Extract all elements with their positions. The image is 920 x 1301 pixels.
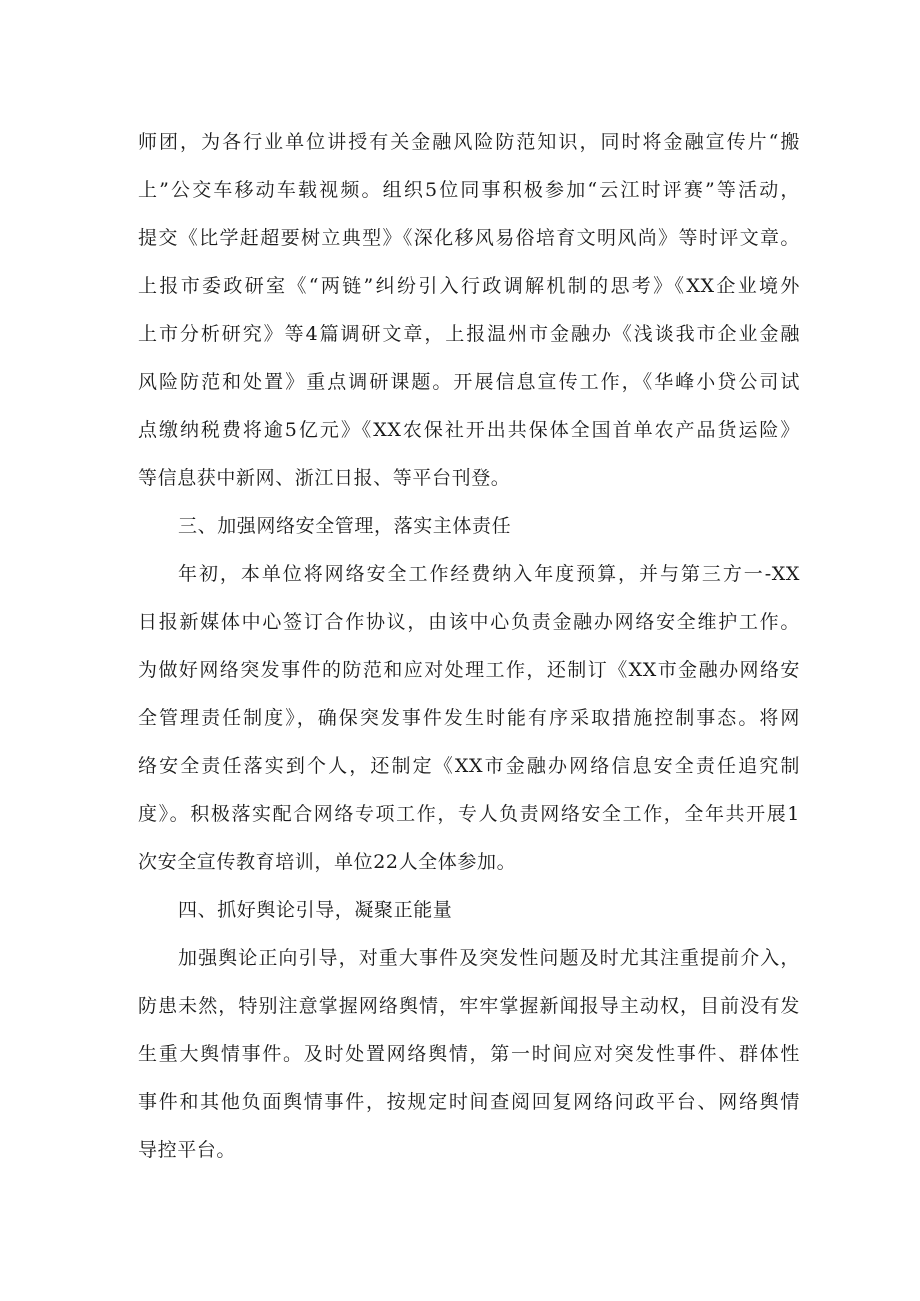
paragraph-line: 次安全宣传教育培训，单位22人全体参加。 <box>138 851 517 873</box>
paragraph-line: 等信息获中新网、浙江日报、等平台刊登。 <box>138 467 511 489</box>
paragraph-line: 师团，为各行业单位讲授有关金融风险防范知识，同时将金融宣传片“搬 <box>138 131 800 153</box>
paragraph-line: 提交《比学赶超要树立典型》《深化移风易俗培育文明风尚》等时评文章。 <box>138 227 800 249</box>
document-body <box>138 118 800 1174</box>
paragraph-line: 为做好网络突发事件的防范和应对处理工作，还制订《XX市金融办网络安 <box>138 659 800 681</box>
paragraph-line: 防患未然，特别注意掌握网络舆情，牢牢掌握新闻报导主动权，目前没有发 <box>138 995 800 1017</box>
paragraph-line: 络安全责任落实到个人，还制定《XX市金融办网络信息安全责任追究制 <box>138 755 800 777</box>
paragraph-line: 点缴纳税费将逾5亿元》《XX农保社开出共保体全国首单农产品货运险》 <box>138 419 800 441</box>
section-heading: 四、抓好舆论引导，凝聚正能量 <box>178 899 453 921</box>
paragraph-line: 事件和其他负面舆情事件，按规定时间查阅回复网络问政平台、网络舆情 <box>138 1091 800 1113</box>
paragraph-line: 日报新媒体中心签订合作协议，由该中心负责金融办网络安全维护工作。 <box>138 611 800 633</box>
paragraph-line: 上市分析研究》等4篇调研文章，上报温州市金融办《浅谈我市企业金融 <box>138 323 800 345</box>
paragraph-line: 上报市委政研室《“两链”纠纷引入行政调解机制的思考》《XX企业境外 <box>138 275 800 297</box>
paragraph-line: 全管理责任制度》，确保突发事件发生时能有序采取措施控制事态。将网 <box>138 707 800 729</box>
paragraph-line: 生重大舆情事件。及时处置网络舆情，第一时间应对突发性事件、群体性 <box>138 1043 800 1065</box>
paragraph-line: 年初，本单位将网络安全工作经费纳入年度预算，并与第三方一-XX <box>178 563 800 585</box>
paragraph-line: 上”公交车移动车载视频。组织5位同事积极参加“云江时评赛”等活动， <box>138 179 800 201</box>
section-heading: 三、加强网络安全管理，落实主体责任 <box>178 515 512 537</box>
paragraph-line: 度》。积极落实配合网络专项工作，专人负责网络安全工作，全年共开展1 <box>138 803 800 825</box>
paragraph-line: 加强舆论正向引导，对重大事件及突发性问题及时尤其注重提前介入， <box>178 947 800 969</box>
paragraph-line: 风险防范和处置》重点调研课题。开展信息宣传工作，《华峰小贷公司试 <box>138 371 800 393</box>
paragraph-line: 导控平台。 <box>138 1139 237 1161</box>
